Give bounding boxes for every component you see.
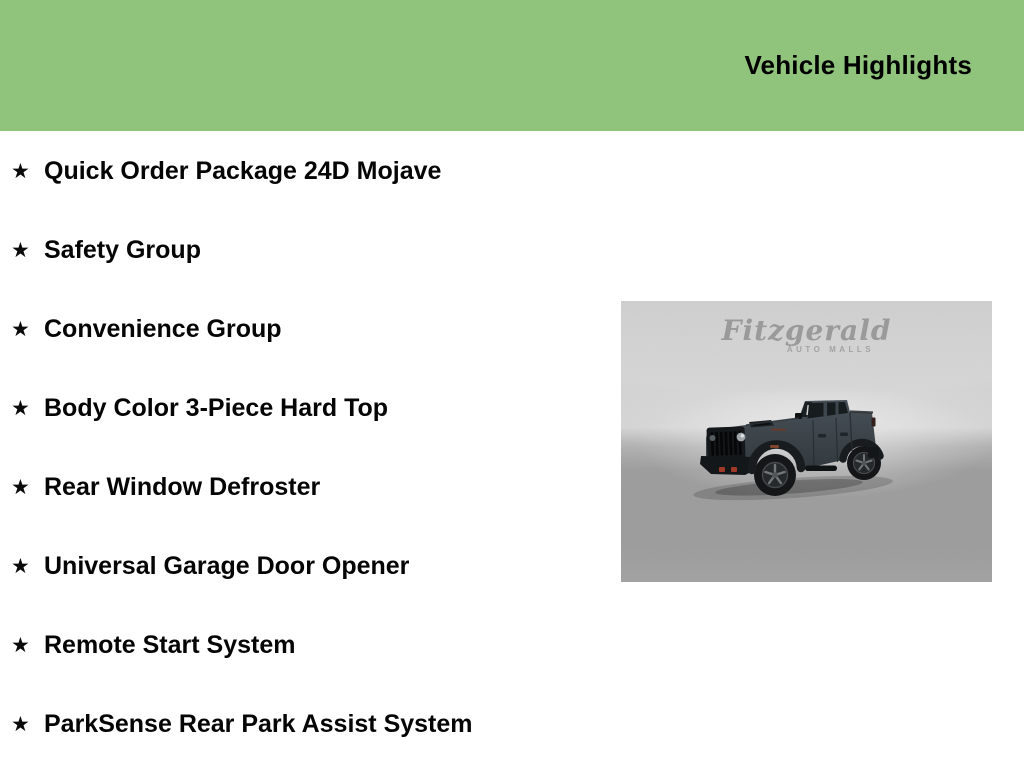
tow-hook: [731, 467, 737, 472]
vehicle-photo: [621, 301, 992, 582]
door-handle: [818, 434, 826, 438]
front-wheel-rim: [763, 463, 788, 488]
star-icon: ★: [11, 318, 30, 341]
taillight: [872, 418, 876, 427]
list-item: [0, 290, 610, 369]
highlight-label: Universal Garage Door Opener: [44, 552, 410, 580]
highlight-label: Rear Window Defroster: [44, 473, 321, 501]
headlight: [737, 433, 746, 442]
list-item: [0, 211, 610, 290]
star-icon: ★: [11, 397, 30, 420]
star-icon: ★: [11, 555, 30, 578]
list-item: [0, 132, 610, 211]
highlight-label: Convenience Group: [44, 315, 282, 343]
dealer-logo-tagline: AUTO MALLS: [786, 345, 875, 355]
dealer-logo: [621, 316, 992, 354]
page-title: Vehicle Highlights: [744, 50, 972, 80]
dealer-logo-name: Fitzgerald: [721, 314, 892, 347]
highlight-label: ParkSense Rear Park Assist System: [44, 710, 473, 738]
star-icon: ★: [11, 160, 30, 183]
tow-hook: [719, 467, 725, 472]
highlight-label: Quick Order Package 24D Mojave: [44, 157, 442, 185]
star-icon: ★: [11, 713, 30, 736]
rear-bumper: [868, 447, 879, 458]
grille: [706, 426, 745, 460]
header-banner: [0, 0, 1024, 131]
star-icon: ★: [11, 476, 30, 499]
list-item: [0, 527, 610, 606]
door-handle: [840, 433, 848, 437]
list-item: [0, 448, 610, 527]
list-item: [0, 369, 610, 448]
highlight-label: Remote Start System: [44, 631, 296, 659]
star-icon: ★: [11, 634, 30, 657]
list-item: [0, 685, 610, 764]
highlight-label: Body Color 3-Piece Hard Top: [44, 394, 389, 422]
list-item: [0, 606, 610, 685]
star-icon: ★: [11, 239, 30, 262]
highlight-label: Safety Group: [44, 236, 201, 264]
highlights-list: [0, 131, 610, 764]
